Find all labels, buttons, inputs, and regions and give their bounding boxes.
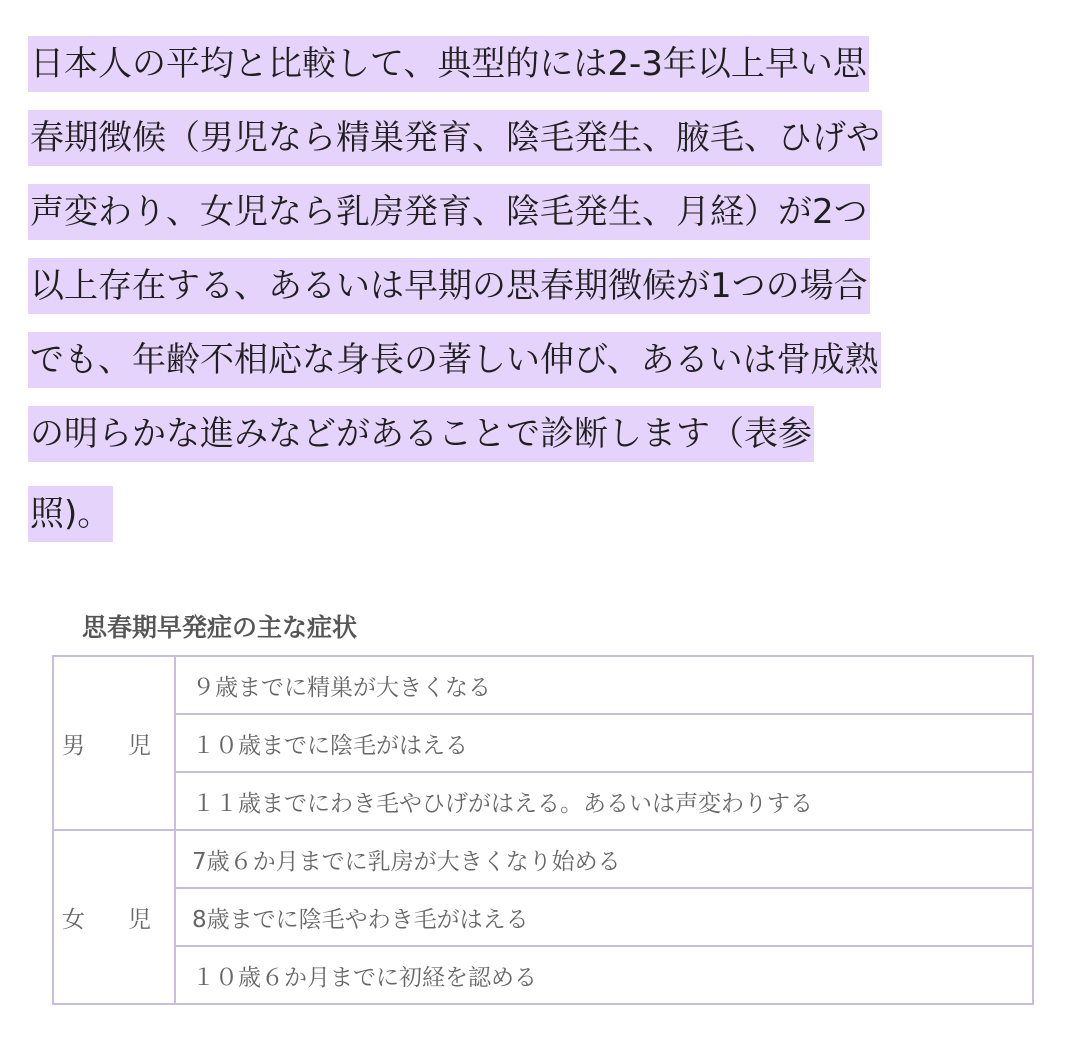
table-cell: １０歳までに陰毛がはえる xyxy=(175,714,1033,772)
paragraph-line-3: 声変わり、女児なら乳房発育、陰毛発生、月経）が2つ xyxy=(28,184,870,240)
paragraph-line-7: 照)。 xyxy=(28,486,113,542)
table-cell: 8歳までに陰毛やわき毛がはえる xyxy=(175,888,1033,946)
table-cell: １１歳までにわき毛やひげがはえる。あるいは声変わりする xyxy=(175,772,1033,830)
table-row xyxy=(53,714,1033,772)
paragraph-line-4: 以上存在する、あるいは早期の思春期徴候が1つの場合 xyxy=(28,258,870,314)
paragraph-line-5: でも、年齢不相応な身長の著しい伸び、あるいは骨成熟 xyxy=(28,332,881,388)
table-title: 思春期早発症の主な症状 xyxy=(82,613,358,642)
symptoms-table xyxy=(52,655,1034,1005)
table-row xyxy=(53,888,1033,946)
paragraph-line-1: 日本人の平均と比較して、典型的には2-3年以上早い思 xyxy=(28,36,869,92)
group-label-boys: 男 児 xyxy=(53,656,175,830)
table-row xyxy=(53,830,1033,888)
table-row xyxy=(53,772,1033,830)
table-row xyxy=(53,946,1033,1004)
table-row xyxy=(53,656,1033,714)
group-label-girls: 女 児 xyxy=(53,830,175,1004)
table-cell: 7歳６か月までに乳房が大きくなり始める xyxy=(175,830,1033,888)
paragraph-line-6: の明らかな進みなどがあることで診断します（表参 xyxy=(28,406,814,462)
table-cell: １０歳６か月までに初経を認める xyxy=(175,946,1033,1004)
table-cell: ９歳までに精巣が大きくなる xyxy=(175,656,1033,714)
paragraph-line-2: 春期徴候（男児なら精巣発育、陰毛発生、腋毛、ひげや xyxy=(28,110,882,166)
